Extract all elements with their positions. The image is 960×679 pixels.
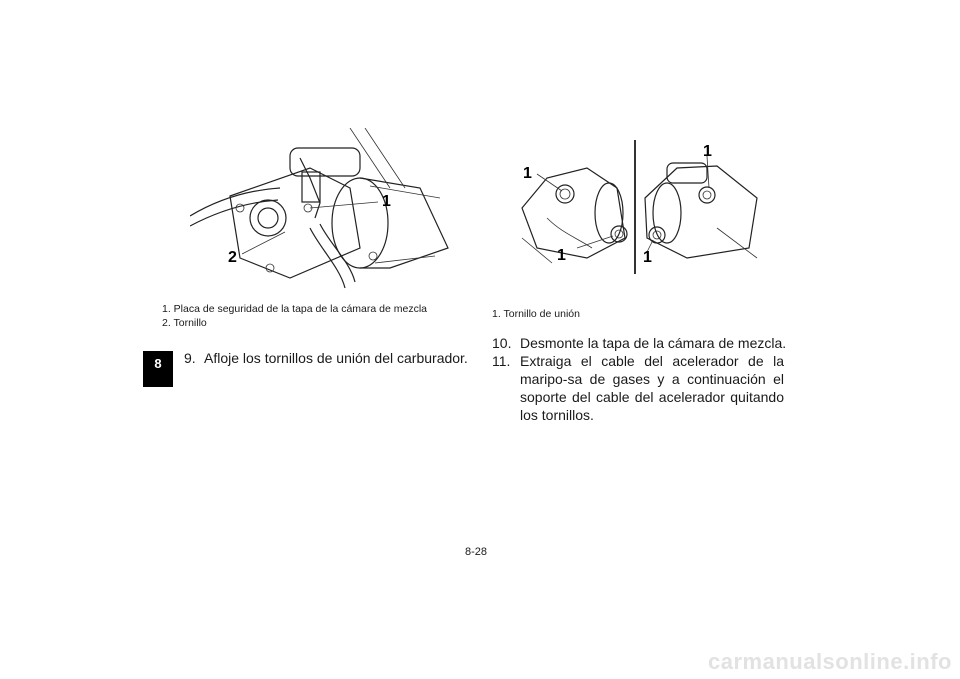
callout-1: 1 bbox=[523, 165, 532, 182]
step-11 bbox=[492, 352, 784, 423]
page-number: 8-28 bbox=[465, 546, 488, 558]
step-number: 9. bbox=[184, 350, 196, 366]
right-caption-list bbox=[492, 307, 580, 321]
callout-1: 1 bbox=[557, 247, 566, 264]
callout-2: 2 bbox=[228, 249, 237, 266]
step-text: Desmonte la tapa de la cámara de mezcla. bbox=[520, 335, 787, 351]
step-number: 10. bbox=[492, 335, 512, 351]
carburator-illustration-left bbox=[190, 128, 452, 296]
section-tab: 8 bbox=[143, 351, 173, 387]
step-text: Afloje los tornillos de unión del carburador. bbox=[204, 350, 468, 366]
left-caption-list bbox=[162, 302, 427, 330]
caption-item: 1. Tornillo de unión bbox=[492, 308, 580, 320]
caption-item: 2. Tornillo bbox=[162, 317, 207, 329]
watermark-text: carmanualsonline.info bbox=[708, 649, 952, 674]
carburator-illustration-right bbox=[517, 138, 767, 278]
step-text: Extraiga el cable del acelerador de la maripo-sa de gases y a continuación el soporte del cable del acelerador quitando los tornillos. bbox=[520, 353, 784, 423]
caption-item: 1. Placa de seguridad de la tapa de la cámara de mezcla bbox=[162, 303, 427, 315]
step-9 bbox=[184, 349, 468, 369]
callout-1: 1 bbox=[643, 249, 652, 266]
callout-1: 1 bbox=[382, 193, 391, 210]
step-number: 11. bbox=[492, 353, 511, 369]
step-10 bbox=[492, 334, 787, 354]
callout-1: 1 bbox=[703, 143, 712, 160]
